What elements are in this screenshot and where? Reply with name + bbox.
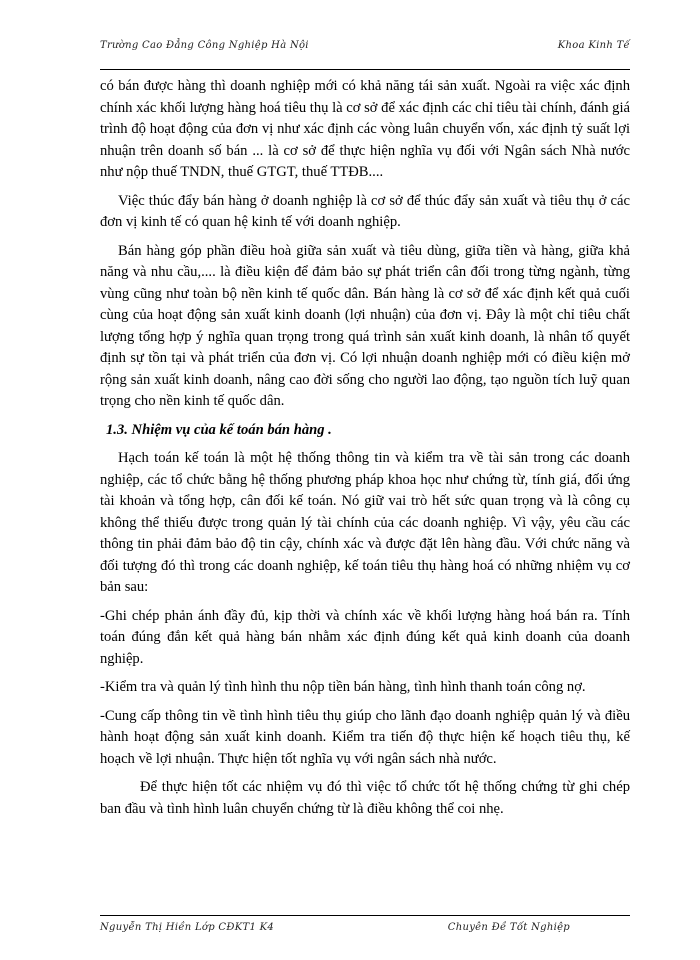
page-footer: [100, 922, 630, 942]
footer-divider: [100, 915, 630, 916]
paragraph-3: Bán hàng góp phần điều hoà giữa sản xuất và tiêu dùng, giữa tiền và hàng, giữa khả năng và nhu cầu,.... là điều kiện để đảm bảo sự phát triển cân đối trong từng ngành, từng vùng cũng như toàn bộ nền kinh tế quốc dân. Bán hàng là cơ sở để xác định kết quả cuối cùng của hoạt động sản xuất kinh doanh (lợi nhuận) của đơn vị. Đây là một chỉ tiêu chất lượng tổng hợp ý nghĩa quan trọng trong quá trình sản xuất kinh doanh, là nhân tố quyết định sự tồn tại và phát triển của đơn vị. Có lợi nhuận doanh nghiệp mới có điều kiện mở rộng sản xuất kinh doanh, nâng cao đời sống cho người lao động, tạo nguồn tích luỹ quan trọng cho nền kinh tế quốc dân.: [100, 242, 630, 409]
paragraph-2: Việc thúc đẩy bán hàng ở doanh nghiệp là cơ sở để thúc đẩy sản xuất và tiêu thụ ở các đơn vị kinh tế có quan hệ kinh tế với doanh nghiệp.: [100, 192, 630, 230]
header-divider: [100, 69, 630, 70]
document-body: [100, 76, 630, 827]
task-item-3: -Cung cấp thông tin về tình hình tiêu thụ giúp cho lãnh đạo doanh nghiệp quản lý và điều hành hoạt động sản xuất kinh doanh. Kiểm tra tiến độ thực hiện kế hoạch tiêu thụ, kế hoạch về lợi nhuận. Thực hiện tốt nghĩa vụ với ngân sách nhà nước.: [100, 707, 630, 767]
footer-title: Chuyên Đề Tốt Nghiệp: [447, 922, 570, 933]
header-school-name: Trường Cao Đẳng Công Nghiệp Hà Nội: [100, 40, 309, 51]
task-item-1: -Ghi chép phản ánh đầy đủ, kịp thời và chính xác về khối lượng hàng hoá bán ra. Tính toán đúng đắn kết quả hàng bán nhằm xác định đúng kết quả kinh doanh của doanh nghiệp.: [100, 607, 630, 667]
task-item-2: -Kiểm tra và quản lý tình hình thu nộp tiền bán hàng, tình hình thanh toán công nợ.: [100, 679, 586, 695]
page-header: [100, 38, 630, 60]
section-heading: 1.3. Nhiệm vụ của kế toán bán hàng .: [106, 421, 332, 438]
header-faculty-name: Khoa Kinh Tế: [557, 40, 630, 51]
paragraph-5: Để thực hiện tốt các nhiệm vụ đó thì việc tổ chức tốt hệ thống chứng từ ghi chép ban đầu và tình hình luân chuyển chứng từ là điều không thể coi nhẹ.: [100, 779, 630, 817]
footer-author: Nguyễn Thị Hiền Lớp CĐKT1 K4: [100, 922, 275, 933]
paragraph-4: Hạch toán kế toán là một hệ thống thông tin và kiểm tra về tài sản trong các doanh nghiệp, các tổ chức bằng hệ thống phương pháp khoa học như chứng từ, tính giá, đối ứng tài khoản và tổng hợp, cân đối kế toán. Nó giữ vai trò hết sức quan trọng và là công cụ không thể thiếu được trong quản lý tài chính của các doanh nghiệp. Vì vậy, yêu cầu các thông tin phải đảm bảo độ tin cậy, chính xác và được đặt lên hàng đầu. Với chức năng và đối tượng đó thì trong các doanh nghiệp, kế toán tiêu thụ hàng hoá có những nhiệm vụ cơ bản sau:: [100, 450, 630, 595]
paragraph-1: có bán được hàng thì doanh nghiệp mới có khả năng tái sản xuất. Ngoài ra việc xác định chính xác khối lượng hàng hoá tiêu thụ là cơ sở để xác định các chỉ tiêu tài chính, đánh giá trình độ hoạt động của đơn vị như xác định các vòng luân chuyển vốn, xác định tỷ suất lợi nhuận trên doanh số bán ... là cơ sở để thực hiện nghĩa vụ đối với Ngân sách Nhà nước như nộp thuế TNDN, thuế GTGT, thuế TTĐB....: [100, 78, 630, 180]
